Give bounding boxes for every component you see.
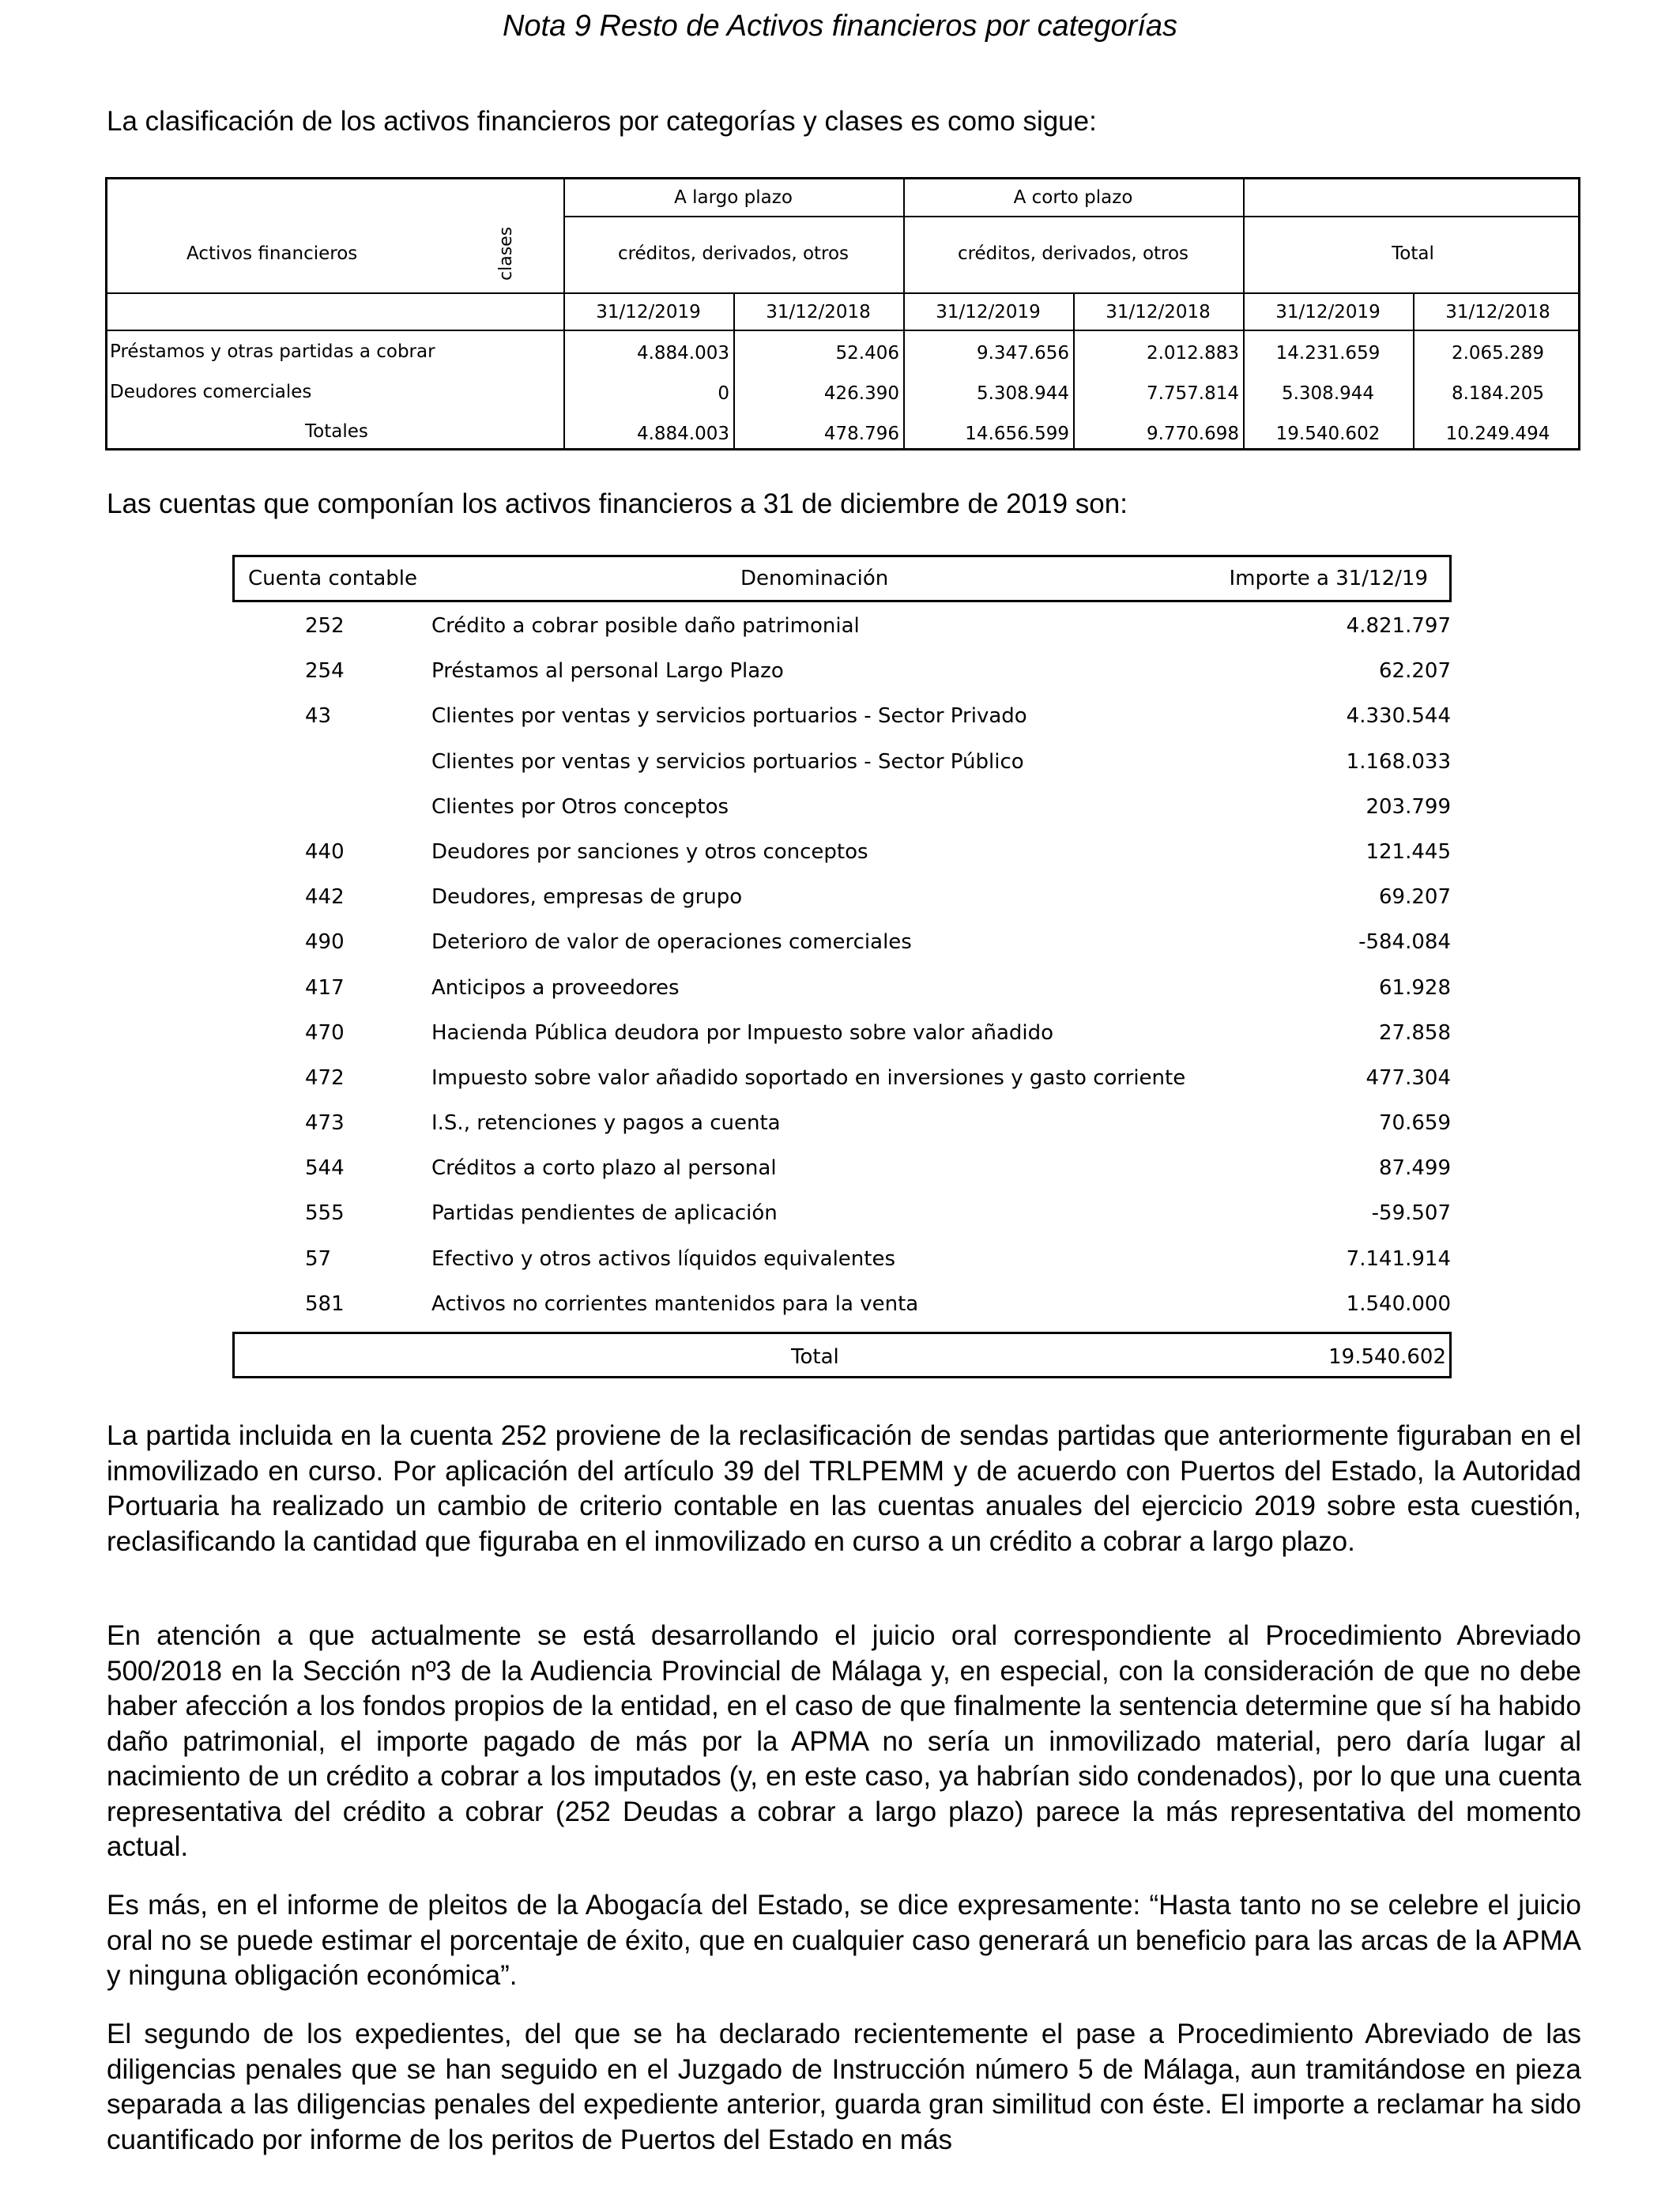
- account-amount: 1.168.033: [1346, 749, 1451, 774]
- header-largo-sub: créditos, derivados, otros: [617, 243, 849, 264]
- table-row: [232, 873, 1457, 918]
- date-cell: 31/12/2018: [1106, 302, 1211, 322]
- account-amount: 203.799: [1365, 794, 1451, 819]
- table-row: [232, 1099, 1457, 1144]
- table-cell: 14.656.599: [965, 424, 1069, 444]
- table-row: [232, 692, 1457, 737]
- account-code: 581: [305, 1291, 345, 1316]
- row-label: Deudores comerciales: [110, 382, 312, 402]
- header-corto-plazo: A corto plazo: [1013, 187, 1133, 208]
- account-code: 470: [305, 1020, 345, 1045]
- date-cell: 31/12/2019: [1275, 302, 1381, 322]
- header-cuenta: Cuenta contable: [248, 567, 418, 590]
- account-amount: 62.207: [1379, 659, 1451, 684]
- table-row: [232, 783, 1457, 828]
- account-amount: 4.330.544: [1346, 704, 1451, 729]
- account-desc: Hacienda Pública deudora por Impuesto sobre valor añadido: [431, 1020, 1054, 1045]
- paragraph: Es más, en el informe de pleitos de la Abogacía del Estado, se dice expresamente: “Hasta tanto no se celebre el juicio oral no se puede estimar el porcentaje de éxito, que en cualquier caso generará un beneficio para las arcas de la APMA y ninguna obligación económica”.: [107, 1890, 1581, 1991]
- account-desc: Clientes por ventas y servicios portuarios - Sector Privado: [431, 704, 1027, 729]
- table-cell: 14.231.659: [1275, 343, 1381, 364]
- table-cell: 0: [718, 383, 729, 404]
- account-amount: 70.659: [1379, 1111, 1451, 1136]
- paragraph: En atención a que actualmente se está desarrollando el juicio oral correspondiente al Procedimiento Abreviado 500/2018 en la Sección nº3 de la Audiencia Provincial de Málaga y, en especial, con la consideración de que no debe haber afección a los fondos propios de la entidad, en el caso de que finalmente la sentencia determine que sí ha habido daño patrimonial, el importe pagado de más por la APMA no sería un inmovilizado material, pero daría lugar al nacimiento de un crédito a cobrar a los imputados (y, en este caso, ya habrían sido condenados), por lo que una cuenta representativa del crédito a cobrar (252 Deudas a cobrar a largo plazo) parece la más representativa del momento actual.: [107, 1620, 1581, 1862]
- table-cell: 4.884.003: [636, 343, 729, 364]
- account-desc: Clientes por ventas y servicios portuarios - Sector Público: [431, 749, 1024, 774]
- table-cell: 478.796: [823, 424, 899, 444]
- account-code: 442: [305, 885, 345, 910]
- account-desc: Impuesto sobre valor añadido soportado en inversiones y gasto corriente: [431, 1065, 1186, 1090]
- account-desc: Anticipos a proveedores: [431, 975, 680, 1000]
- table-row: [232, 738, 1457, 783]
- table-cell: 426.390: [823, 383, 899, 404]
- page-title: Nota 9 Resto de Activos financieros por categorías: [502, 9, 1178, 43]
- header-importe: Importe a 31/12/19: [1229, 567, 1428, 590]
- account-code: 440: [305, 839, 345, 864]
- table-cell: 8.184.205: [1451, 383, 1545, 404]
- account-amount: 69.207: [1379, 885, 1451, 910]
- account-desc: Activos no corrientes mantenidos para la venta: [431, 1291, 919, 1316]
- account-code: 252: [305, 614, 345, 638]
- table-cell: 5.308.944: [976, 383, 1069, 404]
- table-row: [232, 1144, 1457, 1189]
- account-amount: 27.858: [1379, 1020, 1451, 1045]
- table-cell: 4.884.003: [636, 424, 729, 444]
- account-desc: Créditos a corto plazo al personal: [431, 1156, 777, 1181]
- date-cell: 31/12/2019: [936, 302, 1041, 322]
- intro-text: La clasificación de los activos financieros por categorías y clases es como sigue:: [107, 106, 1097, 137]
- table-row: [232, 1054, 1457, 1099]
- date-cell: 31/12/2019: [596, 302, 701, 322]
- table-row: [232, 964, 1457, 1009]
- account-code: 417: [305, 975, 345, 1000]
- account-amount: 4.821.797: [1346, 614, 1451, 638]
- row-label-totales: Totales: [305, 421, 368, 442]
- accounts-table-total: [232, 1332, 1452, 1378]
- account-amount: 477.304: [1365, 1065, 1451, 1090]
- table-row: [232, 918, 1457, 963]
- accounts-table: [232, 602, 1457, 1325]
- table-row: [232, 647, 1457, 692]
- header-corto-sub: créditos, derivados, otros: [957, 243, 1189, 264]
- table-cell: 9.347.656: [976, 343, 1069, 364]
- account-code: 544: [305, 1156, 345, 1181]
- date-cell: 31/12/2018: [1445, 302, 1550, 322]
- account-amount: 7.141.914: [1346, 1246, 1451, 1271]
- account-desc: Crédito a cobrar posible daño patrimonial: [431, 614, 860, 638]
- table-cell: 7.757.814: [1146, 383, 1239, 404]
- account-amount: 61.928: [1379, 975, 1451, 1000]
- table-row: [232, 828, 1457, 873]
- paragraph: La partida incluida en la cuenta 252 proviene de la reclasificación de sendas partidas que anteriormente figuraban en el inmovilizado en curso. Por aplicación del artículo 39 del TRLPEMM y de acuerdo con Puertos del Estado, la Autoridad Portuaria ha realizado un cambio de criterio contable en las cuentas anuales del ejercicio 2019 sobre esta cuestión, reclasificando la cantidad que figuraba en el inmovilizado en curso a un crédito a cobrar a largo plazo.: [107, 1420, 1581, 1557]
- account-code: 43: [305, 704, 332, 729]
- table-cell: 9.770.698: [1146, 424, 1239, 444]
- account-amount: 121.445: [1365, 839, 1451, 864]
- account-amount: 1.540.000: [1346, 1291, 1451, 1316]
- header-activos-financieros: Activos financieros: [186, 243, 358, 264]
- table-row: [232, 602, 1457, 647]
- paragraph: El segundo de los expedientes, del que se ha declarado recientemente el pase a Procedimiento Abreviado de las diligencias penales que se han seguido en el Juzgado de Instrucción número 5 de Málaga, aun tramitándose en pieza separada a las diligencias penales del expediente anterior, guarda gran similitud con éste. El importe a reclamar ha sido cuantificado por informe de los peritos de Puertos del Estado en más: [107, 2019, 1581, 2155]
- account-desc: Deudores por sanciones y otros conceptos: [431, 839, 868, 864]
- account-code: 472: [305, 1065, 345, 1090]
- total-amount: 19.540.602: [1328, 1345, 1446, 1369]
- account-code: 57: [305, 1246, 332, 1271]
- date-cell: 31/12/2018: [766, 302, 871, 322]
- account-desc: Efectivo y otros activos líquidos equivalentes: [431, 1246, 896, 1271]
- account-code: 473: [305, 1111, 345, 1136]
- account-desc: Partidas pendientes de aplicación: [431, 1201, 778, 1226]
- table-cell: 2.012.883: [1146, 343, 1239, 364]
- account-amount: -584.084: [1358, 930, 1451, 955]
- account-code: 254: [305, 659, 345, 684]
- table-cell: 10.249.494: [1445, 424, 1550, 444]
- table-cell: 2.065.289: [1451, 343, 1545, 364]
- table-row: [232, 1280, 1457, 1325]
- table-cell: 19.540.602: [1275, 424, 1381, 444]
- table-cell: 52.406: [835, 343, 899, 364]
- categories-table: [105, 177, 1580, 450]
- row-label: Préstamos y otras partidas a cobrar: [110, 341, 435, 362]
- account-desc: Deudores, empresas de grupo: [431, 885, 743, 910]
- account-code: 490: [305, 930, 345, 955]
- account-desc: Deterioro de valor de operaciones comerciales: [431, 930, 912, 955]
- table-cell: 5.308.944: [1281, 383, 1375, 404]
- table-row: [232, 1235, 1457, 1280]
- accounts-table-header: [232, 555, 1452, 602]
- account-desc: Clientes por Otros conceptos: [431, 794, 729, 819]
- account-desc: I.S., retenciones y pagos a cuenta: [431, 1111, 781, 1136]
- header-largo-plazo: A largo plazo: [674, 187, 793, 208]
- table-row: [232, 1009, 1457, 1054]
- header-clases: clases: [496, 226, 516, 281]
- account-desc: Préstamos al personal Largo Plazo: [431, 659, 784, 684]
- account-amount: 87.499: [1379, 1156, 1451, 1181]
- table-row: [232, 1189, 1457, 1235]
- intro2-text: Las cuentas que componían los activos financieros a 31 de diciembre de 2019 son:: [107, 488, 1128, 519]
- account-code: 555: [305, 1201, 345, 1226]
- header-denominacion: Denominación: [740, 567, 889, 590]
- account-amount: -59.507: [1371, 1201, 1451, 1226]
- header-total: Total: [1392, 243, 1434, 264]
- total-label: Total: [791, 1345, 839, 1369]
